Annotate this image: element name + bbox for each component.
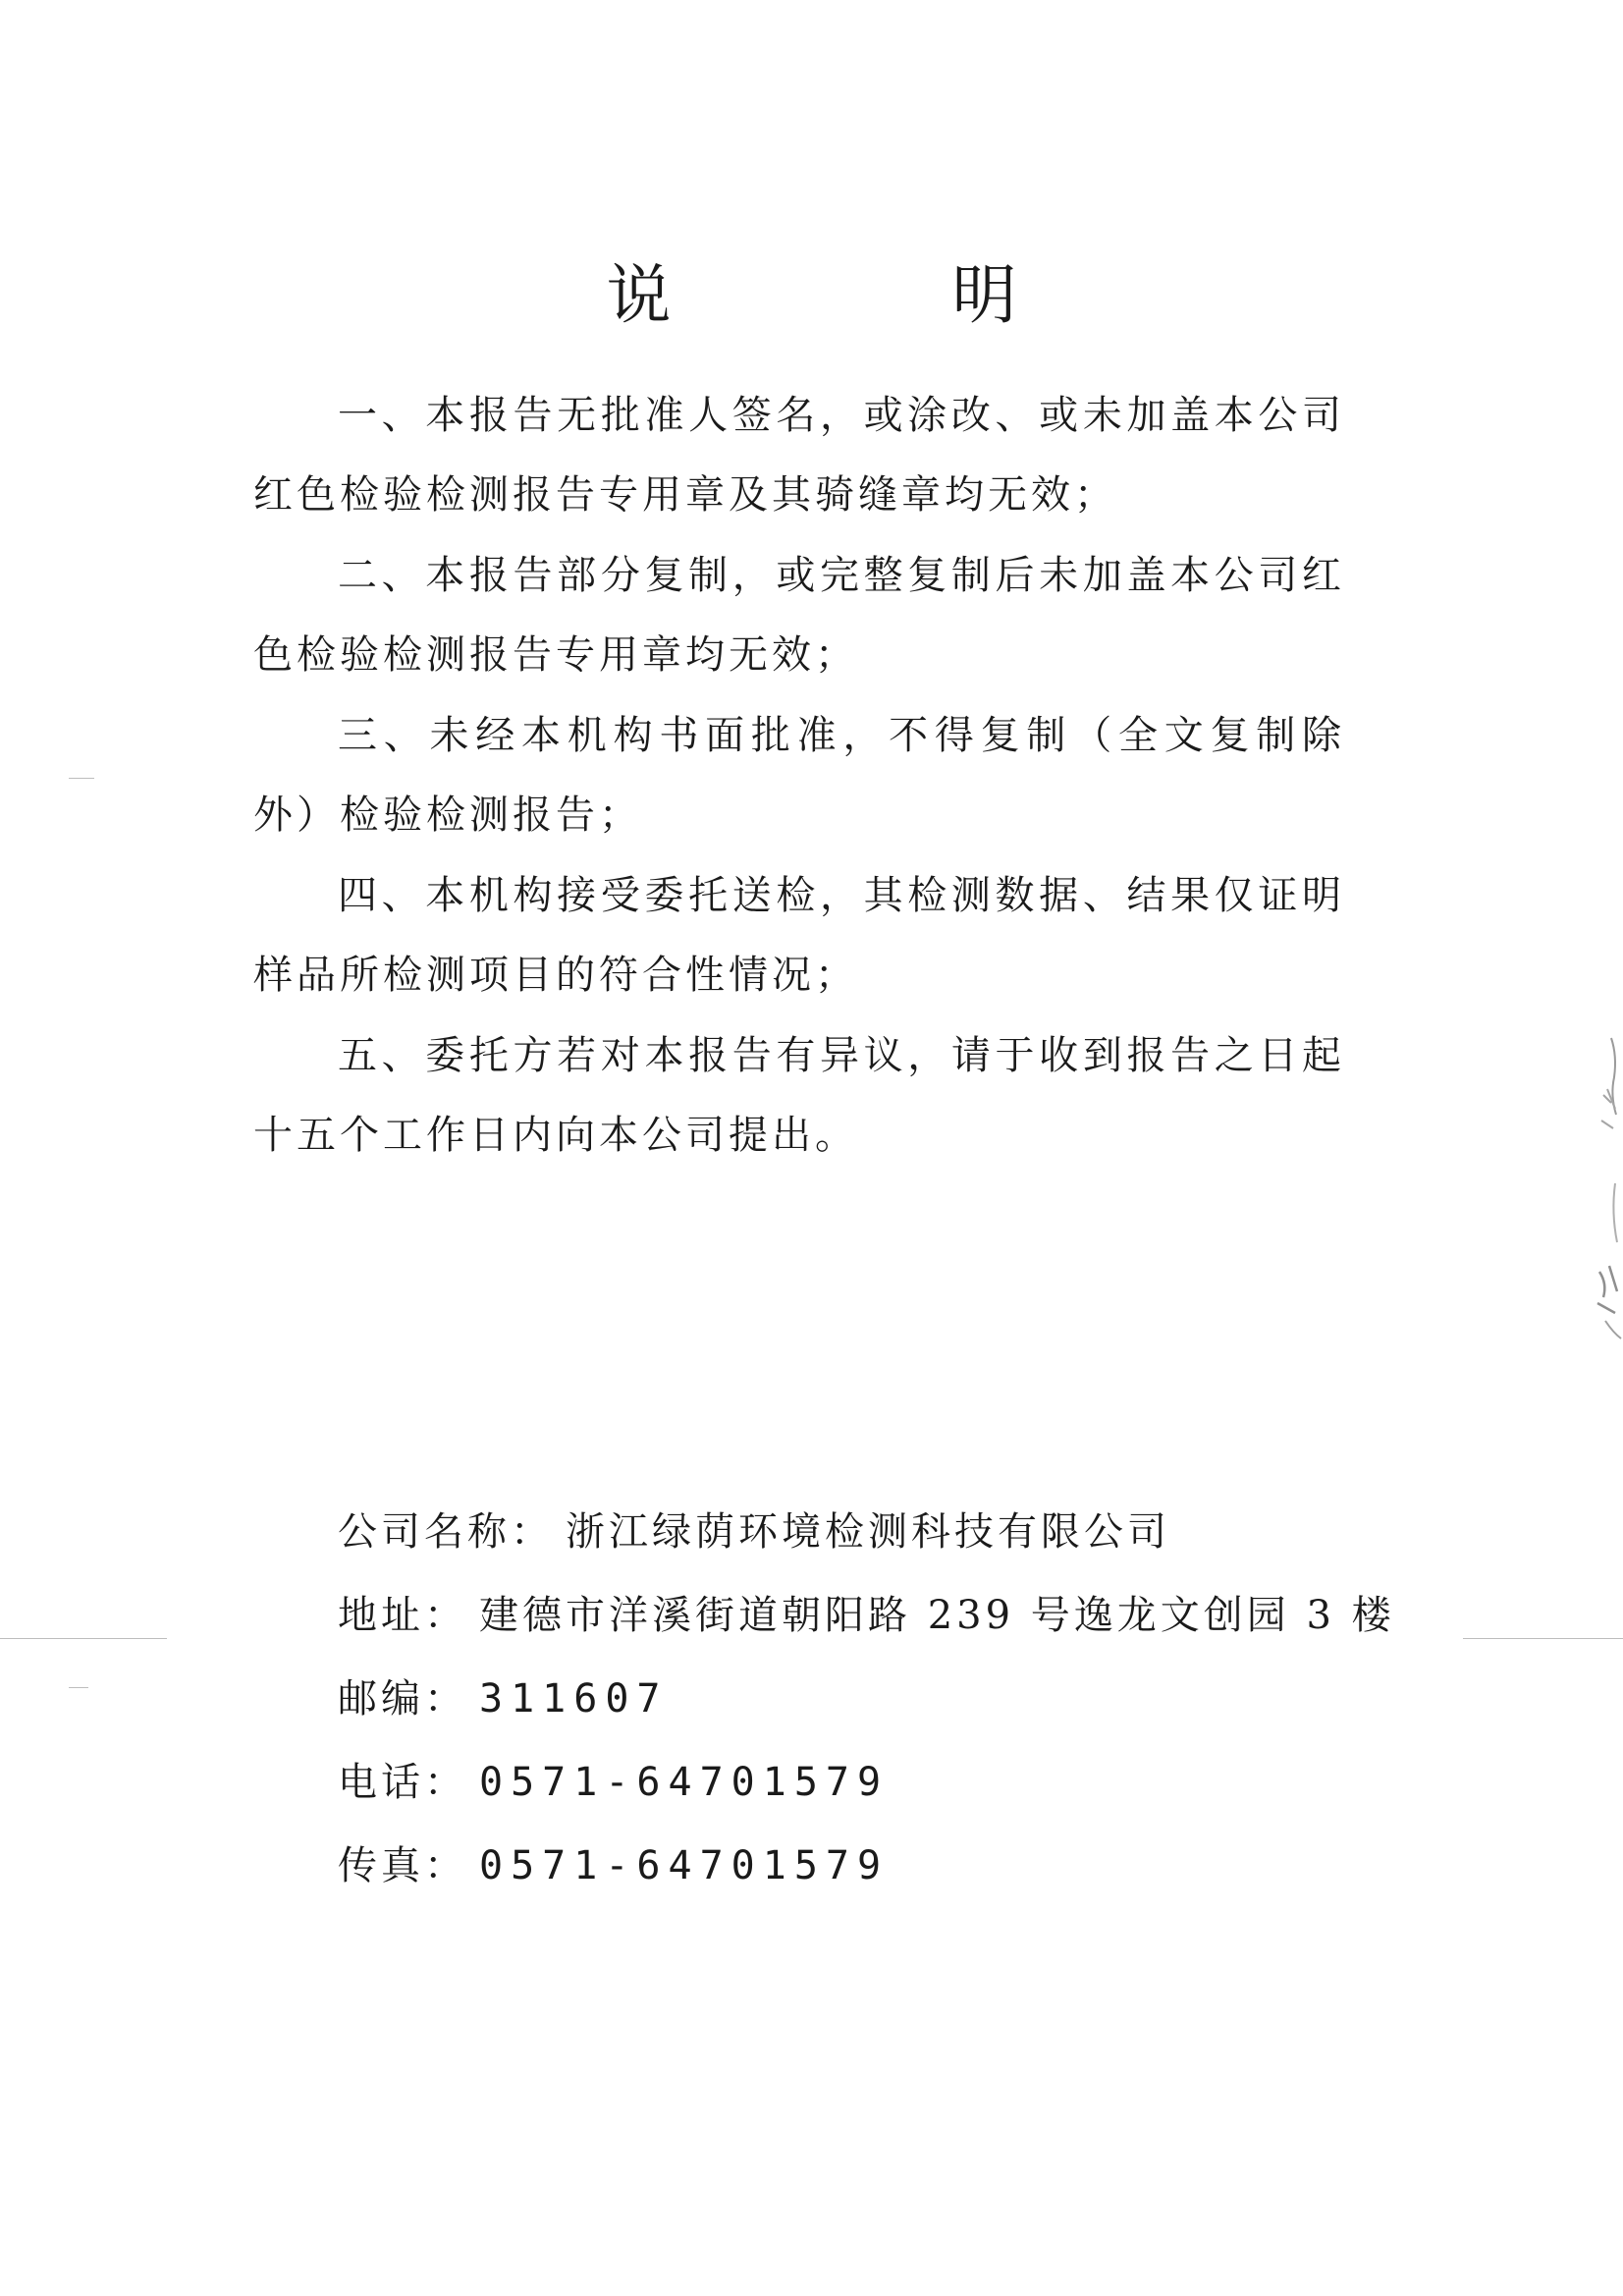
clause-4: 四、本机构接受委托送检，其检测数据、结果仅证明样品所检测项目的符合性情况；	[253, 873, 1345, 998]
seal-fragment-icon	[1582, 1026, 1623, 1350]
clause-1: 一、本报告无批准人签名，或涂改、或未加盖本公司红色检验检测报告专用章及其骑缝章均无效；	[253, 393, 1345, 518]
company-name-label: 公司名称：	[338, 1509, 554, 1555]
postcode-label: 邮编：	[338, 1676, 467, 1722]
scan-artifact-line	[0, 1638, 167, 1639]
company-name-value: 浙江绿荫环境检测科技有限公司	[566, 1509, 1170, 1555]
phone-label: 电话：	[338, 1760, 467, 1805]
clause-2: 二、本报告部分复制，或完整复制后未加盖本公司红色检验检测报告专用章均无效；	[253, 553, 1345, 678]
fax-value: 0571-64701579	[479, 1843, 890, 1888]
fax-label: 传真：	[338, 1843, 467, 1888]
scan-artifact-mark	[69, 1687, 88, 1688]
page-title: 说 明	[606, 257, 1125, 333]
fax-line	[338, 1843, 890, 1888]
scan-artifact-line	[1463, 1638, 1623, 1639]
address-line	[338, 1593, 1395, 1638]
phone-line	[338, 1760, 890, 1805]
address-label: 地址：	[338, 1593, 467, 1638]
clause-3: 三、未经本机构书面批准，不得复制（全文复制除外）检验检测报告；	[253, 713, 1345, 838]
postcode-value: 311607	[479, 1676, 669, 1722]
scan-artifact-mark	[69, 778, 94, 779]
phone-value: 0571-64701579	[479, 1760, 890, 1805]
postcode-line	[338, 1676, 669, 1722]
clause-5: 五、委托方若对本报告有异议，请于收到报告之日起十五个工作日内向本公司提出。	[253, 1033, 1345, 1158]
address-value: 建德市洋溪街道朝阳路 239 号逸龙文创园 3 楼	[479, 1593, 1395, 1638]
company-name-line	[338, 1509, 1170, 1555]
